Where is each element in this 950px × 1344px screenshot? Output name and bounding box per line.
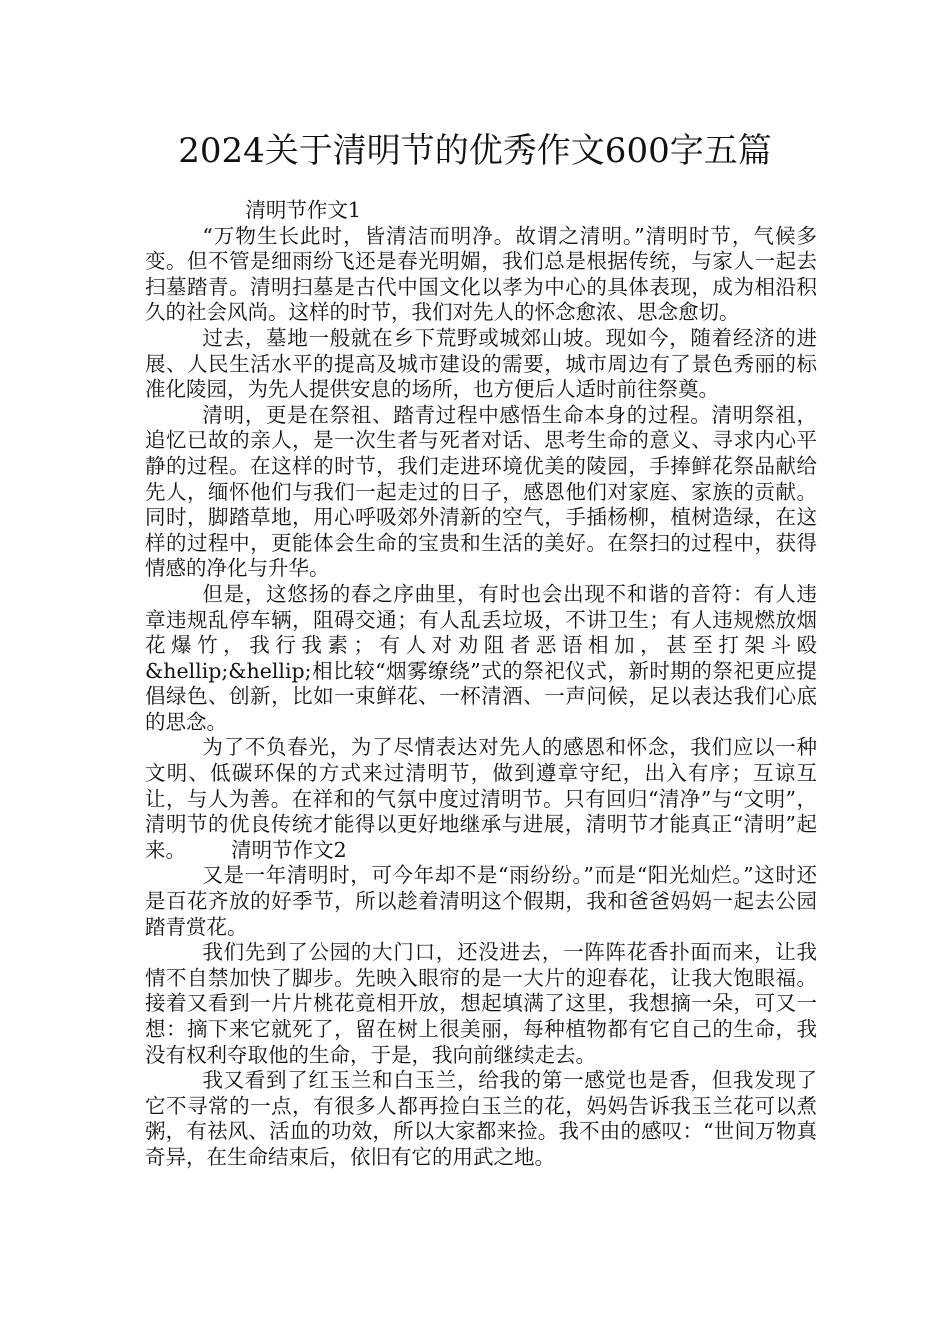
paragraph: 我又看到了红玉兰和白玉兰，给我的第一感觉也是香，但我发现了它不寻常的一点，有很多人都再捡白玉兰的花，妈妈告诉我玉兰花可以煮粥，有祛风、活血的功效，所以大家都来捡。我不由的感叹：“世间万物真奇异，在生命结束后，依旧有它的用武之地。 [145, 1068, 817, 1169]
paragraph [145, 735, 817, 863]
paragraph: 又是一年清明时，可今年却不是“雨纷纷。”而是“阳光灿烂。”这时还是百花齐放的好季节，所以趁着清明这个假期，我和爸爸妈妈一起去公园踏青赏花。 [145, 863, 817, 939]
section-heading-1: 清明节作文1 [245, 198, 361, 222]
paragraph: 但是，这悠扬的春之序曲里，有时也会出现不和谐的音符：有人违章违规乱停车辆，阻碍交通；有人乱丢垃圾，不讲卫生；有人违规燃放烟花爆竹，我行我素；有人对劝阻者恶语相加，甚至打架斗殴&hellip;&hellip;相比较“烟雾缭绕”式的祭祀仪式，新时期的祭祀更应提倡绿色、创新，比如一束鲜花、一杯清酒、一声问候，足以表达我们心底的思念。 [145, 581, 817, 734]
paragraph: “万物生长此时，皆清洁而明净。故谓之清明。”清明时节，气候多变。但不管是细雨纷飞还是春光明媚，我们总是根据传统，与家人一起去扫墓踏青。清明扫墓是古代中国文化以孝为中心的具体表现，成为相沿积久的社会风尚。这样的时节，我们对先人的怀念愈浓、思念愈切。 [145, 223, 817, 325]
document-body [145, 198, 817, 1171]
section-heading-2: 清明节作文2 [231, 837, 347, 862]
paragraph: 清明，更是在祭祖、踏青过程中感悟生命本身的过程。清明祭祖，追忆已故的亲人，是一次生者与死者对话、思考生命的意义、寻求内心平静的过程。在这样的时节，我们走进环境优美的陵园，手捧鲜花祭品献给先人，缅怀他们与我们一起走过的日子，感恩他们对家庭、家族的贡献。同时，脚踏草地，用心呼吸郊外清新的空气，手插杨柳，植树造绿，在这样的过程中，更能体会生命的宝贵和生活的美好。在祭扫的过程中，获得情感的净化与升华。 [145, 402, 817, 581]
paragraph-text: 为了不负春光，为了尽情表达对先人的感恩和怀念，我们应以一种文明、低碳环保的方式来过清明节，做到遵章守纪，出入有序；互谅互让，与人为善。在祥和的气氛中度过清明节。只有回归“清净”与“文明”，清明节的优良传统才能得以更好地继承与进展，清明节才能真正“清明”起来。 [145, 735, 817, 862]
paragraph: 过去，墓地一般就在乡下荒野或城郊山坡。现如今，随着经济的进展、人民生活水平的提高及城市建设的需要，城市周边有了景色秀丽的标准化陵园，为先人提供安息的场所，也方便后人适时前往祭奠。 [145, 325, 817, 402]
paragraph: 我们先到了公园的大门口，还没进去，一阵阵花香扑面而来，让我情不自禁加快了脚步。先映入眼帘的是一大片的迎春花，让我大饱眼福。接着又看到一片片桃花竟相开放，想起填满了这里，我想摘一朵，可又一想：摘下来它就死了，留在树上很美丽，每种植物都有它自己的生命，我没有权利夺取他的生命，于是，我向前继续走去。 [145, 940, 817, 1067]
document-title: 2024关于清明节的优秀作文600字五篇 [178, 131, 772, 171]
